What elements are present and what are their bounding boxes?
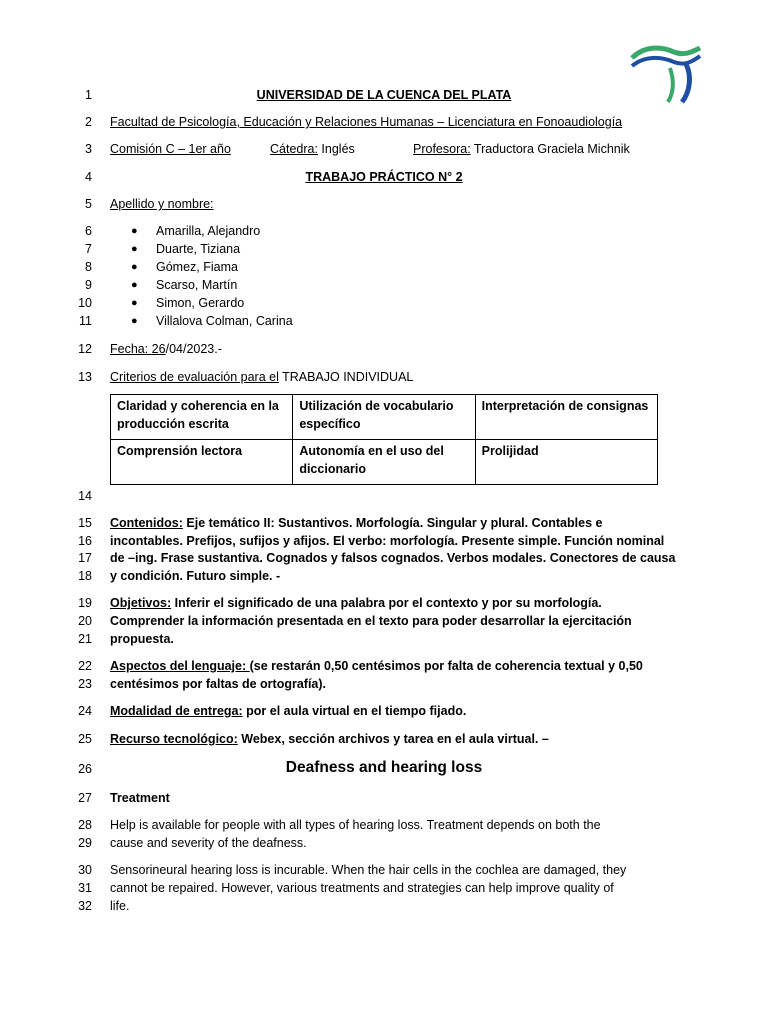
line-number: 22 (78, 659, 92, 673)
fecha-value: /04/2023.- (165, 342, 222, 356)
bullet: ● (131, 225, 138, 237)
table-row (111, 440, 658, 485)
student-name: Gómez, Fiama (156, 260, 238, 274)
contenidos-line: de –ing. Frase sustantiva. Cognados y falsos cognados. Verbos modales. Conectores de causa (110, 551, 676, 565)
article-paragraph-line: Sensorineural hearing loss is incurable. When the hair cells in the cochlea are damaged, they (110, 863, 627, 877)
criterios-label: Criterios de evaluación para el (110, 370, 279, 384)
line-number: 1 (85, 88, 92, 102)
table-row (111, 395, 658, 440)
aspectos-text: (se restarán 0,50 centésimos por falta de coherencia textual y 0,50 (249, 659, 643, 673)
bullet: ● (131, 243, 138, 255)
student-name: Scarso, Martín (156, 278, 238, 292)
bullet: ● (131, 297, 138, 309)
apellido-label: Apellido y nombre: (110, 197, 214, 211)
bullet: ● (131, 279, 138, 291)
line-number: 27 (78, 791, 92, 805)
table-cell: Autonomía en el uso del diccionario (293, 440, 475, 485)
line-number: 5 (85, 197, 92, 211)
contenidos-line (110, 516, 602, 530)
aspectos-line: centésimos por faltas de ortografía). (110, 677, 327, 691)
article-paragraph-line: Help is available for people with all types of hearing loss. Treatment depends on both the (110, 818, 601, 832)
article-title: Deafness and hearing loss (285, 759, 483, 776)
line-number: 26 (78, 762, 92, 776)
profesora (413, 142, 630, 156)
contenidos-text: Eje temático II: Sustantivos. Morfología. Singular y plural. Contables e (182, 516, 603, 530)
tp-title: TRABAJO PRÁCTICO N° 2 (305, 170, 463, 184)
modalidad (110, 704, 466, 718)
bullet: ● (131, 261, 138, 273)
catedra-value: Inglés (317, 142, 355, 156)
contenidos-label: Contenidos: (110, 516, 183, 530)
line-number: 24 (78, 704, 92, 718)
line-number: 11 (79, 314, 92, 328)
article-subtitle: Treatment (110, 791, 170, 805)
student-name: Amarilla, Alejandro (156, 224, 261, 238)
line-number: 21 (78, 632, 92, 646)
criterios-value: TRABAJO INDIVIDUAL (278, 370, 414, 384)
fecha-label: Fecha: 26 (110, 342, 166, 356)
table-cell: Prolijidad (475, 440, 657, 485)
line-number: 9 (85, 278, 92, 292)
recurso-label: Recurso tecnológico: (110, 732, 238, 746)
objetivos-line (110, 596, 602, 610)
line-number: 32 (78, 899, 92, 913)
catedra-label: Cátedra: (270, 142, 318, 156)
student-name: Duarte, Tiziana (156, 242, 241, 256)
catedra (270, 142, 355, 156)
modalidad-value: por el aula virtual en el tiempo fijado. (242, 704, 467, 718)
article-paragraph-line: cause and severity of the deafness. (110, 836, 307, 850)
criteria-table (110, 394, 658, 485)
line-number: 3 (85, 142, 92, 156)
line-number: 15 (78, 516, 92, 530)
line-number: 31 (78, 881, 92, 895)
article-paragraph-line: cannot be repaired. However, various treatments and strategies can help improve quality of (110, 881, 614, 895)
table-cell: Interpretación de consignas (475, 395, 657, 440)
line-number: 17 (78, 551, 92, 565)
recurso (110, 732, 549, 746)
line-number: 6 (85, 224, 92, 238)
profesora-value: Traductora Graciela Michnik (470, 142, 630, 156)
line-number: 8 (85, 260, 92, 274)
objetivos-line: propuesta. (110, 632, 174, 646)
bullet: ● (131, 315, 138, 327)
university-title: UNIVERSIDAD DE LA CUENCA DEL PLATA (256, 88, 512, 102)
line-number: 25 (78, 732, 92, 746)
line-number: 29 (78, 836, 92, 850)
article-paragraph-line: life. (110, 899, 130, 913)
aspectos-label: Aspectos del lenguaje: (110, 659, 250, 673)
line-number: 10 (78, 296, 92, 310)
profesora-label: Profesora: (413, 142, 471, 156)
line-number: 16 (78, 534, 92, 548)
line-number: 19 (78, 596, 92, 610)
line-number: 14 (78, 489, 92, 503)
line-number: 23 (78, 677, 92, 691)
recurso-value: Webex, sección archivos y tarea en el aula virtual. – (237, 732, 549, 746)
criterios (110, 370, 413, 384)
objetivos-text: Inferir el significado de una palabra por el contexto y por su morfología. (171, 596, 602, 610)
line-number: 18 (78, 569, 92, 583)
line-number: 7 (85, 242, 92, 256)
student-name: Villalova Colman, Carina (156, 314, 293, 328)
faculty-line: Facultad de Psicología, Educación y Relaciones Humanas – Licenciatura en Fonoaudiología (110, 115, 623, 129)
line-number: 13 (78, 370, 92, 384)
contenidos-line: y condición. Futuro simple. - (110, 569, 281, 583)
table-cell: Comprensión lectora (111, 440, 293, 485)
line-number: 30 (78, 863, 92, 877)
table-cell: Utilización de vocabulario específico (293, 395, 475, 440)
contenidos-line: incontables. Prefijos, sufijos y afijos. El verbo: morfología. Presente simple. Función nominal (110, 534, 665, 548)
line-number: 2 (85, 115, 92, 129)
objetivos-label: Objetivos: (110, 596, 172, 610)
objetivos-line: Comprender la información presentada en el texto para poder desarrollar la ejercitación (110, 614, 632, 628)
aspectos-line (110, 659, 643, 673)
modalidad-label: Modalidad de entrega: (110, 704, 243, 718)
line-number: 28 (78, 818, 92, 832)
line-number: 4 (85, 170, 92, 184)
line-number: 20 (78, 614, 92, 628)
comision: Comisión C – 1er año (110, 142, 231, 156)
fecha (110, 342, 222, 356)
table-cell: Claridad y coherencia en la producción escrita (111, 395, 293, 440)
line-number: 12 (78, 342, 92, 356)
student-name: Simon, Gerardo (156, 296, 245, 310)
